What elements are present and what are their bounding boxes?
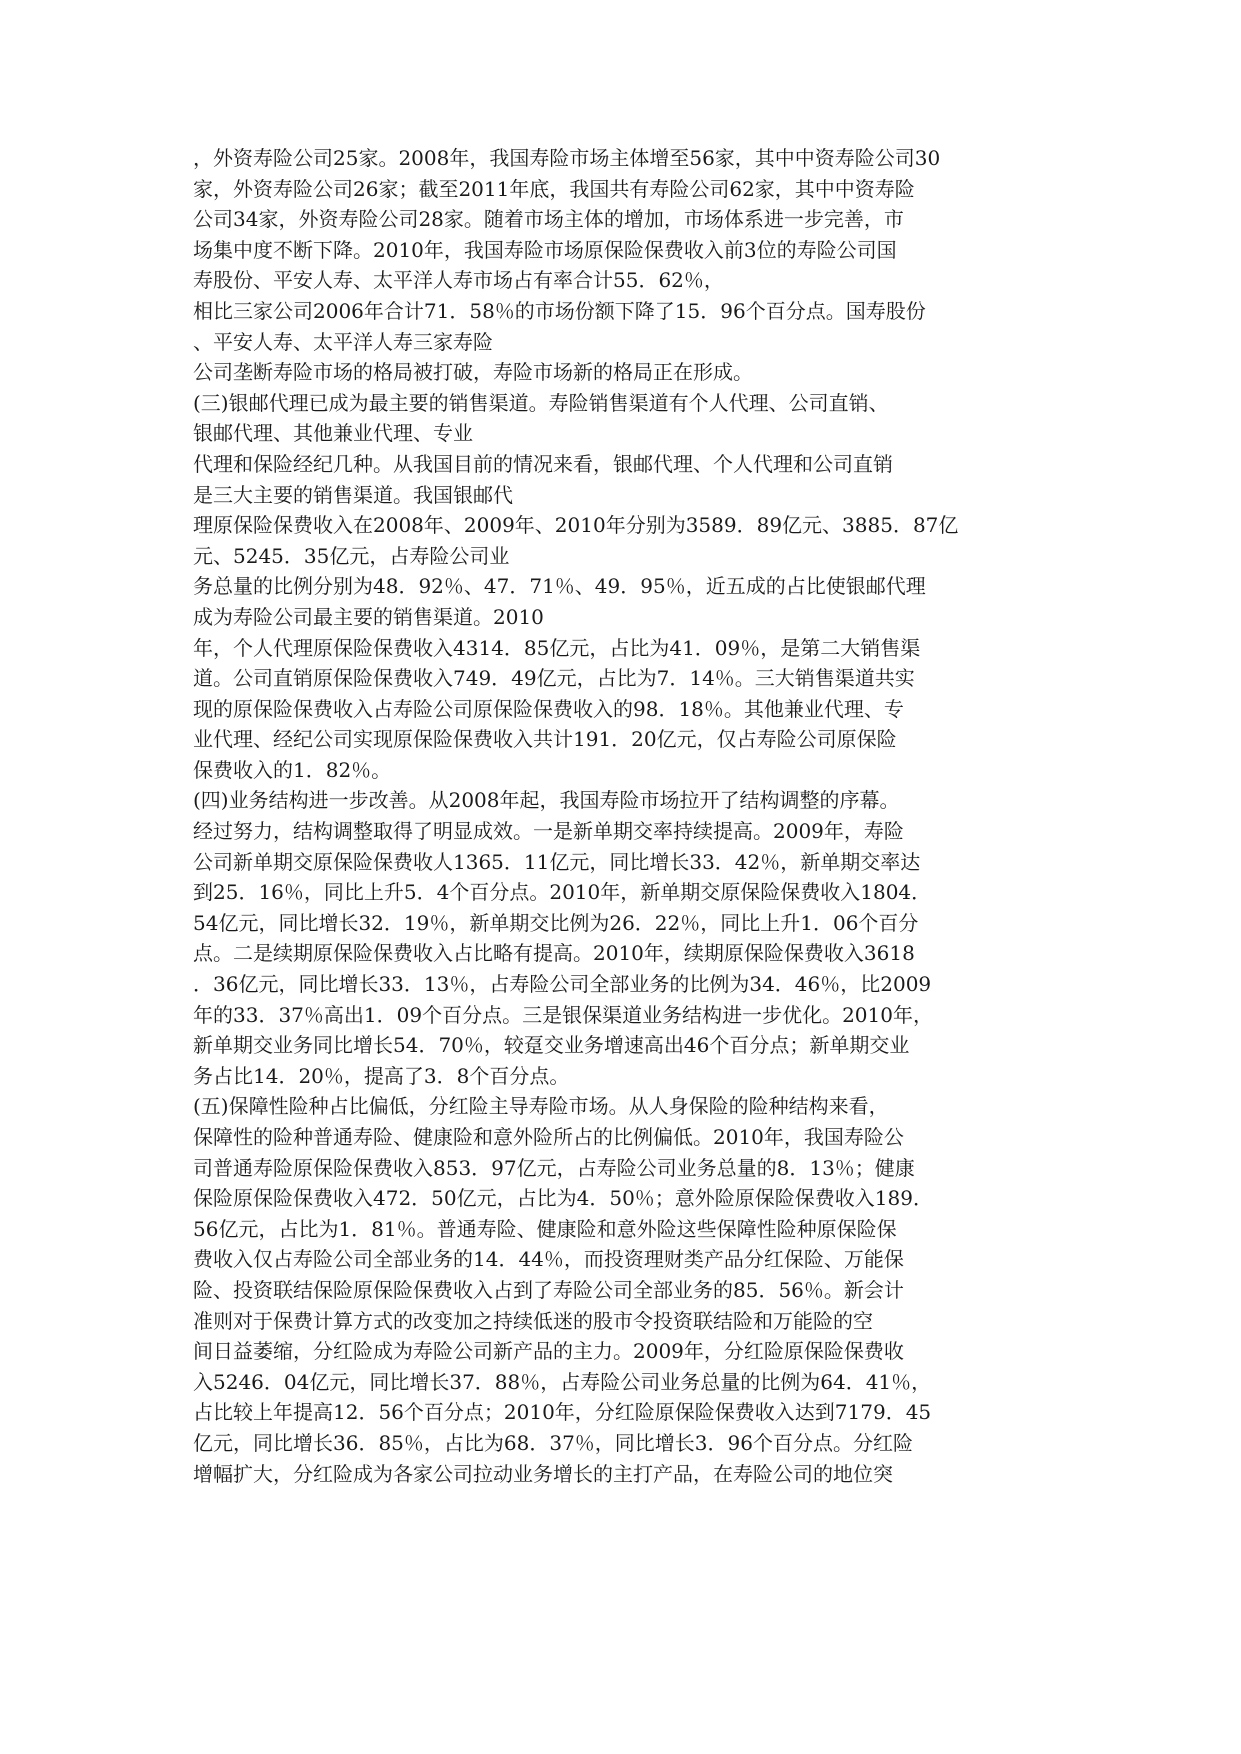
text-line: (五)保障性险种占比偏低，分红险主导寿险市场。从人身保险的险种结构来看， (193, 1094, 889, 1119)
text-line: 56亿元，占比为1．81％。普通寿险、健康险和意外险这些保障性险种原保险保 (193, 1216, 897, 1241)
text-line: 经过努力，结构调整取得了明显成效。一是新单期交率持续提高。2009年，寿险 (193, 819, 904, 844)
text-line: 公司新单期交原保险保费收人1365．11亿元，同比增长33．42％，新单期交率达 (193, 849, 921, 874)
text-line: 银邮代理、其他兼业代理、专业 (193, 421, 473, 446)
text-line: 、平安人寿、太平洋人寿三家寿险 (193, 329, 493, 354)
text-line: 准则对于保费计算方式的改变加之持续低迷的股市令投资联结险和万能险的空 (193, 1308, 873, 1333)
text-line: 费收入仅占寿险公司全部业务的14．44％，而投资理财类产品分红保险、万能保 (193, 1247, 904, 1272)
text-line: 点。二是续期原保险保费收入占比略有提高。2010年，续期原保险保费收入3618 (193, 941, 915, 966)
text-line: 务占比14．20％，提高了3．8个百分点。 (193, 1063, 570, 1088)
text-line: 公司34家，外资寿险公司28家。随着市场主体的增加，市场体系进一步完善，市 (193, 207, 904, 232)
text-line: 寿股份、平安人寿、太平洋人寿市场占有率合计55．62％， (193, 268, 724, 293)
text-line: 到25．16％，同比上升5．4个百分点。2010年，新单期交原保险保费收入1804． (193, 880, 932, 905)
text-line: 入5246．04亿元，同比增长37．88％，占寿险公司业务总量的比例为64．41％， (193, 1369, 932, 1394)
text-line: 保险原保险保费收入472．50亿元，占比为4．50％；意外险原保险保费收入189． (193, 1186, 933, 1211)
text-line: 司普通寿险原保险保费收入853．97亿元，占寿险公司业务总量的8．13％；健康 (193, 1155, 915, 1180)
text-line: 场集中度不断下降。2010年，我国寿险市场原保险保费收入前3位的寿险公司国 (193, 237, 897, 262)
text-line: (四)业务结构进一步改善。从2008年起，我国寿险市场拉开了结构调整的序幕。 (193, 788, 900, 813)
text-line: 家，外资寿险公司26家；截至2011年底，我国共有寿险公司62家，其中中资寿险 (193, 176, 915, 201)
text-line: 现的原保险保费收入占寿险公司原保险保费收入的98．18％。其他兼业代理、专 (193, 696, 904, 721)
text-line: 元、5245．35亿元，占寿险公司业 (193, 543, 510, 568)
text-line: 新单期交业务同比增长54．70％，较趸交业务增速高出46个百分点；新单期交业 (193, 1033, 910, 1058)
text-line: 道。公司直销原保险保费收入749．49亿元，占比为7．14％。三大销售渠道共实 (193, 666, 915, 691)
text-line: 业代理、经纪公司实现原保险保费收入共计191．20亿元，仅占寿险公司原保险 (193, 727, 897, 752)
text-line: 占比较上年提高12．56个百分点；2010年，分红险原保险保费收入达到7179．45 (193, 1400, 932, 1425)
body-text (193, 143, 1053, 1489)
text-line: 54亿元，同比增长32．19％，新单期交比例为26．22％，同比上升1．06个百分 (193, 910, 919, 935)
text-line: 险、投资联结保险原保险保费收入占到了寿险公司全部业务的85．56％。新会计 (193, 1277, 904, 1302)
text-line: 年，个人代理原保险保费收入4314．85亿元，占比为41．09％，是第二大销售渠 (193, 635, 921, 660)
text-line: 理原保险保费收入在2008年、2009年、2010年分别为3589．89亿元、3885．87亿 (193, 513, 959, 538)
text-line: 公司垄断寿险市场的格局被打破，寿险市场新的格局正在形成。 (193, 360, 753, 385)
text-line: 务总量的比例分别为48．92％、47．71％、49．95％，近五成的占比使银邮代理 (193, 574, 926, 599)
text-line: 是三大主要的销售渠道。我国银邮代 (193, 482, 513, 507)
text-line: 年的33．37％高出1．09个百分点。三是银保渠道业务结构进一步优化。2010年， (193, 1002, 933, 1027)
text-line: 增幅扩大，分红险成为各家公司拉动业务增长的主打产品，在寿险公司的地位突 (193, 1461, 893, 1486)
text-line: 成为寿险公司最主要的销售渠道。2010 (193, 604, 544, 629)
text-line: 相比三家公司2006年合计71．58％的市场份额下降了15．96个百分点。国寿股份 (193, 298, 926, 323)
text-line: ，外资寿险公司25家。2008年，我国寿险市场主体增至56家，其中中资寿险公司30 (193, 146, 941, 170)
text-line: 保费收入的1．82％。 (193, 757, 392, 782)
text-line: 亿元，同比增长36．85％，占比为68．37％，同比增长3．96个百分点。分红险 (193, 1430, 913, 1455)
text-line: 保障性的险种普通寿险、健康险和意外险所占的比例偏低。2010年，我国寿险公 (193, 1125, 904, 1149)
text-line: ．36亿元，同比增长33．13％，占寿险公司全部业务的比例为34．46％，比2009 (193, 972, 932, 997)
text-line: (三)银邮代理已成为最主要的销售渠道。寿险销售渠道有个人代理、公司直销、 (193, 390, 889, 415)
text-line: 间日益萎缩，分红险成为寿险公司新产品的主力。2009年，分红险原保险保费收 (193, 1339, 904, 1364)
text-line: 代理和保险经纪几种。从我国目前的情况来看，银邮代理、个人代理和公司直销 (193, 451, 893, 476)
